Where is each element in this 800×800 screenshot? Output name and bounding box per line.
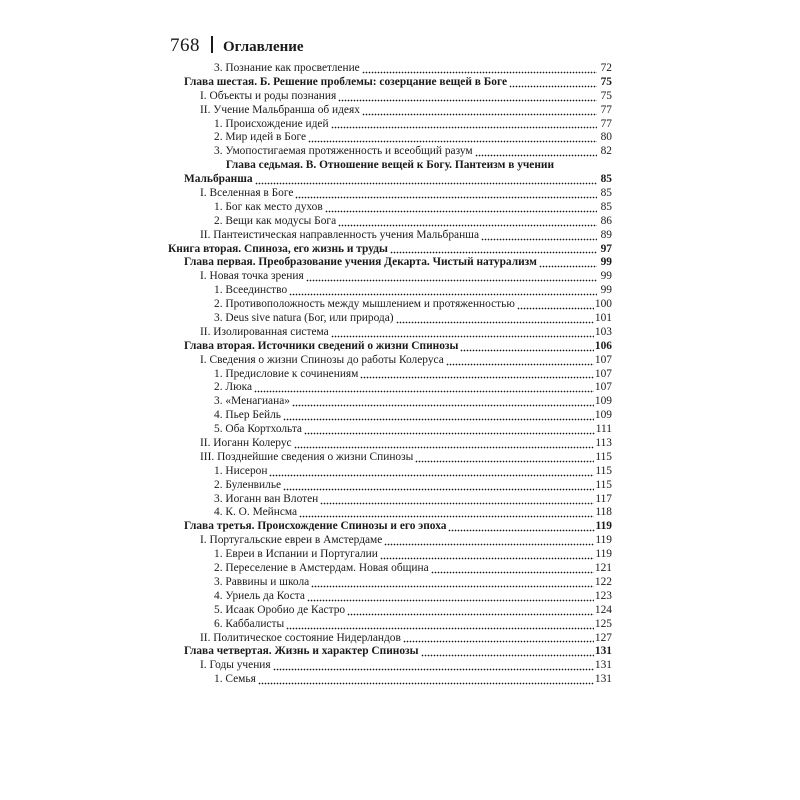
toc-entry-title: II. Пантеистическая направленность учения Мальбранша — [200, 228, 479, 241]
toc-entry-title: I. Годы учения — [200, 659, 271, 672]
toc-page-number: 82 — [600, 145, 612, 158]
toc-page-number: 80 — [600, 131, 612, 144]
toc-page-number: 109 — [594, 409, 612, 422]
toc-entry-title: 3. Deus sive natura (Бог, или природа) — [214, 312, 394, 325]
toc-entry — [168, 368, 612, 382]
dot-leader — [338, 99, 597, 102]
toc-page-number: 131 — [594, 659, 612, 672]
toc-entry — [168, 187, 612, 201]
toc-entry — [168, 340, 612, 354]
dot-leader — [289, 293, 597, 296]
dot-leader — [509, 85, 597, 88]
toc-page-number: 85 — [600, 173, 612, 186]
running-header — [170, 34, 304, 57]
toc-page-number: 115 — [595, 478, 612, 491]
dot-leader — [325, 210, 597, 213]
toc-entry-title: I. Новая точка зрения — [200, 270, 304, 283]
dot-leader — [403, 640, 594, 643]
toc-page-number: 86 — [600, 214, 612, 227]
section-title: Оглавление — [223, 39, 304, 55]
toc-entry — [168, 256, 612, 270]
dot-leader — [283, 418, 594, 421]
toc-page-number: 113 — [595, 437, 612, 450]
toc-entry-title: 2. Мир идей в Боге — [214, 131, 307, 144]
toc-entry-title: 4. Пьер Бейль — [214, 409, 281, 422]
toc-entry — [168, 76, 612, 90]
toc-entry-title: 1. Происхождение идей — [214, 117, 329, 130]
toc-entry-title: II. Политическое состояние Нидерландов — [200, 631, 401, 644]
toc-page-number: 75 — [600, 75, 612, 88]
dot-leader — [269, 474, 594, 477]
dot-leader — [258, 682, 594, 685]
toc-page-number: 77 — [600, 117, 612, 130]
toc-page-number: 100 — [594, 298, 612, 311]
toc-entry-title-cont: Мальбранша — [184, 173, 253, 186]
toc-entry — [168, 632, 612, 646]
toc-entry-title: II. Иоганн Колерус — [200, 437, 292, 450]
toc-entry — [168, 520, 612, 534]
toc-page-number: 85 — [600, 187, 612, 199]
toc-entry — [168, 395, 612, 409]
toc-entry — [168, 576, 612, 590]
dot-leader — [294, 446, 595, 449]
toc-entry — [168, 409, 612, 423]
toc-page-number: 99 — [600, 256, 612, 269]
toc-entry-title: 3. «Менагиана» — [214, 395, 290, 408]
dot-leader — [448, 529, 594, 532]
header-divider — [211, 36, 213, 53]
toc-entry — [168, 423, 612, 437]
dot-leader — [421, 654, 594, 657]
toc-entry — [168, 215, 612, 229]
toc-entry-title: 2. Противоположность между мышлением и протяженностью — [214, 298, 515, 311]
toc-entry — [168, 479, 612, 493]
toc-entry — [168, 298, 612, 312]
toc-entry — [168, 659, 612, 673]
toc-entry — [168, 229, 612, 243]
toc-entry — [168, 465, 612, 479]
toc-page-number: 107 — [594, 353, 612, 366]
toc-entry-title: II. Учение Мальбранша об идеях — [200, 103, 360, 116]
dot-leader — [415, 460, 594, 463]
dot-leader — [360, 376, 594, 379]
toc-entry-title: 5. Исаак Оробио де Кастро — [214, 603, 346, 616]
toc-page-number: 99 — [600, 270, 612, 283]
toc-page-number: 106 — [594, 339, 612, 352]
toc-entry — [168, 381, 612, 395]
dot-leader — [286, 627, 594, 630]
toc-page-number: 115 — [595, 450, 612, 463]
toc-page-number: 107 — [594, 367, 612, 380]
dot-leader — [292, 404, 594, 407]
toc-entry — [168, 507, 612, 521]
toc-entry-title: Глава третья. Происхождение Спинозы и его эпоха — [184, 520, 447, 533]
dot-leader — [446, 363, 594, 366]
toc-entry-title: Глава шестая. Б. Решение проблемы: созерцание вещей в Боге — [184, 75, 508, 88]
toc-entry-title: 1. Предисловие к сочинениям — [214, 367, 359, 380]
toc-entry — [168, 62, 612, 76]
toc-page-number: 121 — [594, 562, 612, 575]
dot-leader — [299, 515, 594, 518]
dot-leader — [311, 585, 594, 588]
toc-entry-title: 2. Вещи как модусы Бога — [214, 214, 337, 227]
toc-entry-title: 6. Каббалисты — [214, 617, 285, 630]
dot-leader — [517, 307, 594, 310]
toc-entry-title: 1. Семья — [214, 673, 256, 686]
toc-entry-title: III. Позднейшие сведения о жизни Спинозы — [200, 450, 414, 463]
dot-leader — [331, 335, 594, 338]
toc-entry — [168, 104, 612, 118]
toc-entry-title: Книга вторая. Спиноза, его жизнь и труды — [168, 242, 388, 255]
toc-entry — [168, 493, 612, 507]
dot-leader — [431, 571, 594, 574]
toc-entry — [168, 243, 612, 257]
toc-page-number: 111 — [595, 423, 612, 436]
toc-entry — [168, 131, 612, 145]
toc-entry-title: Глава седьмая. В. Отношение вещей к Богу. Пантеизм в учении — [225, 159, 555, 172]
toc-page-number: 107 — [594, 381, 612, 394]
dot-leader — [307, 599, 594, 602]
dot-leader — [384, 543, 594, 546]
toc-page-number: 119 — [595, 520, 612, 533]
dot-leader — [347, 613, 594, 616]
toc-page-number: 119 — [595, 534, 612, 547]
toc-page-number: 123 — [594, 589, 612, 602]
toc-entry-title: Глава первая. Преобразование учения Декарта. Чистый натурализм — [184, 256, 537, 269]
toc-entry-title: 1. Нисерон — [214, 464, 268, 477]
toc-page-number: 85 — [600, 200, 612, 213]
toc-entry — [168, 312, 612, 326]
dot-leader — [481, 238, 597, 241]
dot-leader — [254, 390, 594, 393]
dot-leader — [255, 182, 597, 185]
dot-leader — [283, 488, 594, 491]
toc-entry-title: 4. К. О. Мейнсма — [214, 506, 298, 519]
toc-entry — [168, 118, 612, 132]
toc-entry-title: 3. Умопостигаемая протяженность и всеобщий разум — [214, 145, 473, 158]
toc-page-number: 77 — [600, 103, 612, 116]
toc-entry-title: 2. Люка — [214, 381, 253, 394]
dot-leader — [306, 279, 597, 282]
toc-entry-title: 2. Переселение в Амстердам. Новая община — [214, 562, 429, 575]
toc-page-number: 101 — [594, 312, 612, 325]
toc-entry — [168, 437, 612, 451]
dot-leader — [362, 71, 597, 74]
toc-page-number: 115 — [595, 464, 612, 477]
toc-entry — [168, 270, 612, 284]
toc-page-number: 118 — [595, 506, 612, 519]
dot-leader — [390, 251, 597, 254]
page-number: 768 — [170, 35, 200, 56]
toc-entry-title: 1. Всеединство — [214, 284, 288, 297]
toc-page-number: 125 — [594, 617, 612, 630]
toc-entry — [168, 548, 612, 562]
toc-entry-title: 3. Раввины и школа — [214, 575, 310, 588]
dot-leader — [460, 349, 594, 352]
toc-entry-title: I. Португальские евреи в Амстердаме — [200, 534, 383, 547]
dot-leader — [308, 140, 597, 143]
toc-page-number: 75 — [600, 89, 612, 102]
toc-entry-title: I. Вселенная в Боге — [200, 187, 294, 199]
toc-entry-title: 4. Уриель да Коста — [214, 589, 305, 602]
toc-entry — [168, 326, 612, 340]
dot-leader — [331, 126, 597, 129]
toc-page-number: 97 — [600, 242, 612, 255]
toc-page-number: 122 — [594, 575, 612, 588]
toc-page-number: 99 — [600, 284, 612, 297]
toc-entry-title: I. Сведения о жизни Спинозы до работы Колеруса — [200, 353, 444, 366]
toc-entry-title: 1. Евреи в Испании и Португалии — [214, 548, 378, 561]
toc-entry — [168, 354, 612, 368]
toc-entry — [168, 562, 612, 576]
toc-page-number: 109 — [594, 395, 612, 408]
toc-entry — [168, 90, 612, 104]
toc-entry — [168, 604, 612, 618]
toc-entry — [168, 590, 612, 604]
toc-entry — [168, 451, 612, 465]
dot-leader — [539, 265, 597, 268]
toc-page-number: 89 — [600, 228, 612, 241]
toc-page-number: 103 — [594, 325, 612, 338]
toc-entry-continuation — [168, 173, 612, 187]
toc-entry — [168, 618, 612, 632]
toc-page-number: 119 — [595, 548, 612, 561]
dot-leader — [295, 196, 597, 199]
toc-page-number: 124 — [594, 603, 612, 616]
toc-page-number: 117 — [595, 492, 612, 505]
toc-page-number: 127 — [594, 631, 612, 644]
toc-page-number: 72 — [600, 61, 612, 74]
dot-leader — [362, 113, 597, 116]
dot-leader — [273, 668, 594, 671]
toc-entry — [168, 645, 612, 659]
toc-entry — [168, 673, 612, 687]
toc-entry — [168, 159, 612, 187]
toc-entry-title: II. Изолированная система — [200, 325, 329, 338]
dot-leader — [338, 224, 597, 227]
dot-leader — [304, 432, 595, 435]
toc-entry-title: 3. Иоганн ван Влотен — [214, 492, 319, 505]
toc-entry-title: 2. Буленвилье — [214, 478, 282, 491]
toc-page-number: 131 — [594, 673, 612, 686]
toc-entry — [168, 534, 612, 548]
toc-entry-title: 3. Познание как просветление — [214, 61, 360, 74]
dot-leader — [396, 321, 594, 324]
toc-entry-title: 1. Бог как место духов — [214, 200, 323, 213]
toc-page-number: 131 — [594, 645, 612, 658]
toc-entry-title: I. Объекты и роды познания — [200, 89, 337, 102]
dot-leader — [320, 502, 594, 505]
dot-leader — [475, 154, 597, 157]
dot-leader — [380, 557, 594, 560]
table-of-contents — [168, 62, 612, 687]
toc-entry-title: Глава четвертая. Жизнь и характер Спинозы — [184, 645, 419, 658]
toc-entry — [168, 145, 612, 159]
toc-entry-title: 5. Оба Кортхольта — [214, 423, 302, 436]
toc-entry — [168, 284, 612, 298]
toc-entry — [168, 201, 612, 215]
toc-entry-title: Глава вторая. Источники сведений о жизни Спинозы — [184, 339, 459, 352]
